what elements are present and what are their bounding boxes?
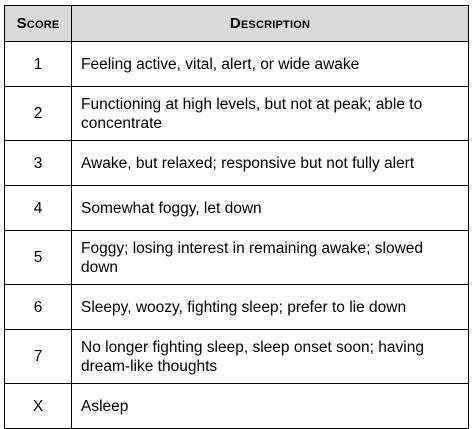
table-row <box>5 87 469 141</box>
score-cell: 5 <box>5 231 72 285</box>
description-cell: Functioning at high levels, but not at peak; able to concentrate <box>72 87 469 141</box>
score-cell: 2 <box>5 87 72 141</box>
table-row <box>5 141 469 186</box>
description-cell: Feeling active, vital, alert, or wide awake <box>72 42 469 87</box>
score-cell: 1 <box>5 42 72 87</box>
score-cell: 3 <box>5 141 72 186</box>
table-row <box>5 231 469 285</box>
table-row <box>5 330 469 384</box>
description-cell: Somewhat foggy, let down <box>72 186 469 231</box>
description-cell: Awake, but relaxed; responsive but not fully alert <box>72 141 469 186</box>
score-cell: 7 <box>5 330 72 384</box>
score-column-header: Score <box>5 6 72 42</box>
description-cell: Asleep <box>72 384 469 429</box>
score-cell: X <box>5 384 72 429</box>
table-header-row <box>5 6 469 42</box>
table-row <box>5 384 469 429</box>
description-cell: Foggy; losing interest in remaining awake; slowed down <box>72 231 469 285</box>
table-row <box>5 186 469 231</box>
score-cell: 6 <box>5 285 72 330</box>
table-row <box>5 42 469 87</box>
description-cell: No longer fighting sleep, sleep onset soon; having dream-like thoughts <box>72 330 469 384</box>
score-cell: 4 <box>5 186 72 231</box>
table-row <box>5 285 469 330</box>
sleepiness-scale-table <box>4 5 469 429</box>
description-column-header: Description <box>72 6 469 42</box>
description-cell: Sleepy, woozy, fighting sleep; prefer to lie down <box>72 285 469 330</box>
